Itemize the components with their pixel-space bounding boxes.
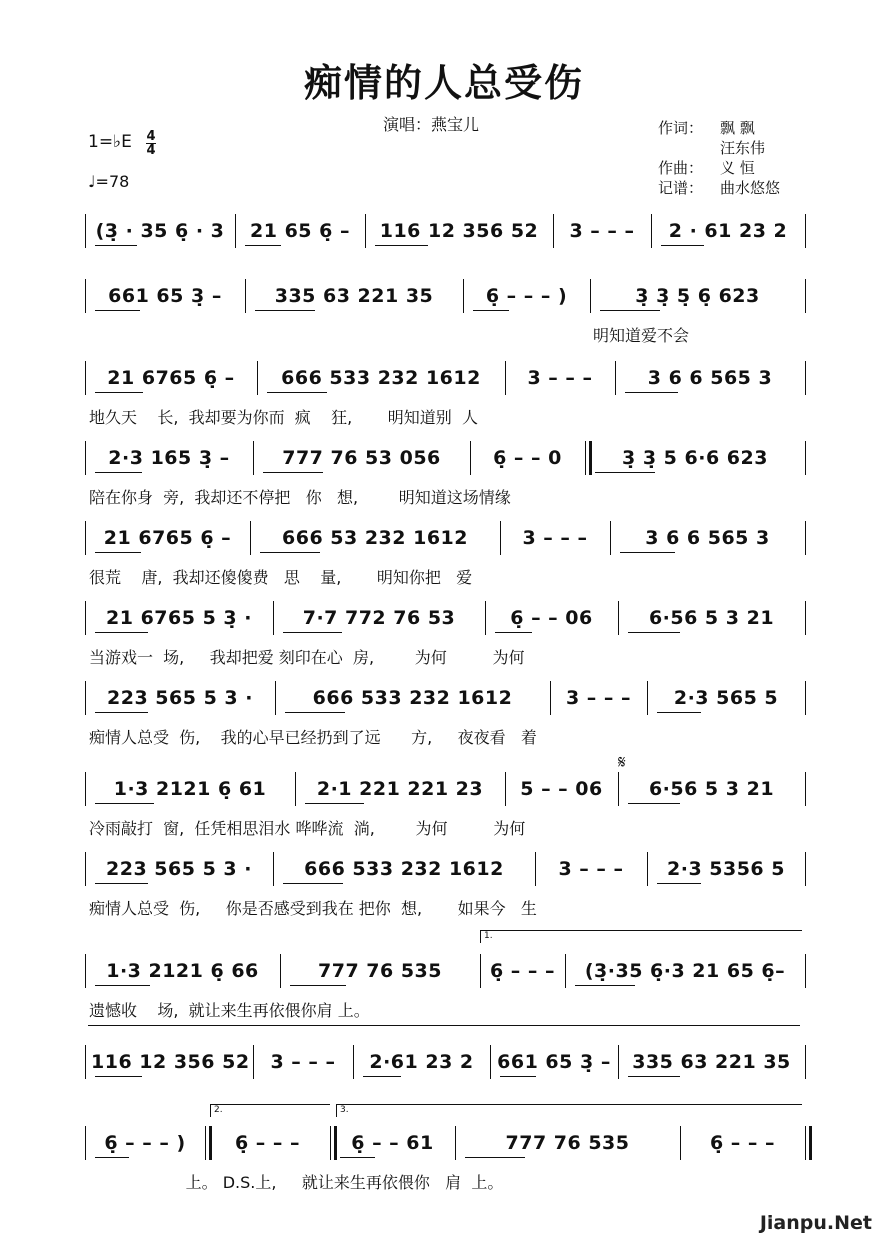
barline: [805, 772, 806, 806]
beam-underline: [95, 310, 140, 311]
notes-row: [85, 848, 805, 888]
beam-underline: [628, 803, 680, 804]
barline: [85, 1045, 86, 1079]
volta-1-label: 1.: [484, 931, 493, 941]
barline: [553, 214, 554, 248]
beam-underline: [95, 1157, 129, 1158]
beam-underline: [245, 245, 281, 246]
barline: [480, 954, 481, 988]
staff-system: [85, 437, 805, 519]
barline: [250, 521, 251, 555]
barline: [615, 361, 616, 395]
measure: 3 – – –: [527, 367, 593, 389]
measure: 3 – – –: [522, 527, 588, 549]
time-signature: [146, 130, 156, 157]
measure: 2·1 221 221 23: [316, 778, 484, 800]
notes-row: [85, 950, 805, 990]
barline: [490, 1045, 491, 1079]
volta-1: [480, 930, 802, 943]
beam-underline: [95, 472, 142, 473]
barline: [353, 1045, 354, 1079]
beam-underline: [263, 472, 323, 473]
barline: [535, 852, 536, 886]
measure: (3̣·35 6̣·3 21 65 6̣–: [584, 960, 786, 982]
measure: 3̣ 3̣ 5̣ 6̣ 623: [635, 285, 760, 307]
barline: [257, 361, 258, 395]
credit-value: 汪东伟: [720, 139, 766, 157]
barline: [805, 361, 806, 395]
measure: 5 – – 06: [520, 778, 603, 800]
measure: 6̣ – – –: [709, 1132, 776, 1154]
measure: 335 63 221 35: [274, 285, 434, 307]
measure: 666 533 232 1612: [304, 858, 504, 880]
measure: 21 6765 6̣ –: [103, 527, 232, 549]
measure: 2·3 5356 5: [667, 858, 785, 880]
barline: [680, 1126, 681, 1160]
notes-row: [85, 275, 805, 315]
notes-row: [85, 517, 805, 557]
barline: [805, 1126, 812, 1160]
measure: 7·7 772 76 53: [302, 607, 456, 629]
barline: [805, 601, 806, 635]
beam-underline: [267, 392, 327, 393]
barline: [85, 521, 86, 555]
barline: [610, 521, 611, 555]
barline: [85, 214, 86, 248]
barline: [805, 954, 806, 988]
measure: 6̣ – – 61: [351, 1132, 434, 1154]
measure: 777 76 53 056: [282, 447, 441, 469]
measure: 6·56 5 3 21: [648, 778, 775, 800]
staff-system: [85, 848, 805, 930]
credit-value: 曲水悠悠: [720, 179, 781, 197]
measure: 2·3 165 3̣ –: [108, 447, 230, 469]
staff-system: [85, 950, 805, 1032]
barline: [85, 361, 86, 395]
measure: (3̣ · 35 6̣ · 3: [95, 220, 225, 242]
barline: [85, 279, 86, 313]
volta-3: [336, 1104, 802, 1117]
measure: 21 65 6̣ –: [250, 220, 350, 242]
beam-underline: [575, 985, 635, 986]
lyrics-line: 很荒 唐, 我却还傻傻费 思 量, 明知你把 爱: [89, 568, 473, 587]
beam-underline: [340, 1157, 375, 1158]
barline: [253, 441, 254, 475]
measure: 116 12 356 52: [91, 1051, 250, 1073]
beam-underline: [95, 712, 148, 713]
measure: 2 · 61 23 2: [668, 220, 788, 242]
credit-label: 作曲：: [658, 159, 704, 177]
barline: [85, 681, 86, 715]
barline: [805, 279, 806, 313]
lyrics-line: 明知道爱不会: [593, 326, 690, 345]
measure: 777 76 535: [318, 960, 442, 982]
staff-system: [85, 677, 805, 759]
notes-row: [85, 437, 805, 477]
measure: 2·3 565 5: [673, 687, 779, 709]
beam-underline: [283, 883, 343, 884]
beam-underline: [600, 310, 660, 311]
volta-3-label: 3.: [340, 1105, 349, 1115]
measure: 1·3 2121 6̣ 61: [113, 778, 267, 800]
credit-transcriber: [658, 178, 780, 198]
barline: [275, 681, 276, 715]
staff-system: [85, 517, 805, 599]
measure: 3 – – –: [569, 220, 635, 242]
measure: 335 63 221 35: [632, 1051, 791, 1073]
lyrics-line: 遗憾收 场, 就让来生再依偎你肩 上。: [89, 1001, 370, 1020]
barline: [505, 361, 506, 395]
measure: 3 – – –: [558, 858, 624, 880]
barline: [85, 954, 86, 988]
beam-underline: [95, 392, 143, 393]
barline: [565, 954, 566, 988]
credit-lyricist-2: [658, 138, 780, 158]
measure: 3 6 6 565 3: [645, 527, 770, 549]
measure: 223 565 5 3 ·: [106, 858, 252, 880]
measure: 6̣ – – –: [489, 960, 556, 982]
beam-underline: [95, 245, 137, 246]
beam-underline: [95, 883, 148, 884]
notes-row: [85, 597, 805, 637]
beam-underline: [305, 803, 364, 804]
barline: [455, 1126, 456, 1160]
barline: [805, 681, 806, 715]
barline: [500, 521, 501, 555]
barline: [618, 1045, 619, 1079]
measure: 3 – – –: [270, 1051, 336, 1073]
measure: 223 565 5 3 ·: [107, 687, 253, 709]
measure: 661 65 3̣ –: [497, 1051, 611, 1073]
barline: [85, 441, 86, 475]
beam-underline: [657, 712, 701, 713]
barline: [85, 1126, 86, 1160]
volta-2-label: 2.: [214, 1105, 223, 1115]
credit-label: [658, 138, 720, 158]
time-sig-bottom: 4: [146, 143, 156, 158]
barline: [618, 601, 619, 635]
staff-system: [85, 275, 805, 357]
beam-underline: [375, 245, 428, 246]
lyrics-line: 冷雨敲打 窗, 任凭相思泪水 哗哗流 淌, 为何 为何: [89, 819, 526, 838]
credit-lyricist: [658, 118, 780, 138]
measure: 6̣ – – –: [234, 1132, 301, 1154]
notes-row: [85, 357, 805, 397]
staff-system: [85, 357, 805, 439]
lyrics-line: 陪在你身 旁, 我却还不停把 你 想, 明知道这场情缘: [89, 488, 511, 507]
barline: [647, 681, 648, 715]
credit-label: 记谱：: [658, 179, 704, 197]
barline: [235, 214, 236, 248]
notes-row: [85, 1041, 805, 1081]
beam-underline: [595, 472, 655, 473]
measure: 3̣ 3̣ 5 6·6 623: [622, 447, 768, 469]
tempo-marking: ♩=78: [88, 172, 130, 191]
watermark: Jianpu.Net: [759, 1212, 872, 1234]
beam-underline: [625, 392, 678, 393]
lyrics-line: 上。 D.S.上, 就让来生再依偎你 肩 上。: [89, 1173, 504, 1192]
measure: 666 533 232 1612: [312, 687, 513, 709]
beam-underline: [620, 552, 675, 553]
key-signature: 1=♭E: [88, 132, 132, 152]
measure: 6̣ – – – ): [485, 285, 568, 307]
beam-underline: [95, 632, 148, 633]
barline: [85, 601, 86, 635]
staff-system: [85, 768, 805, 850]
beam-underline: [657, 883, 701, 884]
barline: [505, 772, 506, 806]
barline: [295, 772, 296, 806]
credit-value: 义 恒: [720, 159, 755, 177]
staff-system: [85, 597, 805, 679]
measure: 661 65 3̣ –: [108, 285, 222, 307]
barline: [805, 1045, 806, 1079]
beam-underline: [290, 985, 346, 986]
beam-underline: [95, 1076, 142, 1077]
beam-underline: [500, 1076, 536, 1077]
barline: [590, 279, 591, 313]
beam-underline: [661, 245, 704, 246]
beam-underline: [285, 712, 345, 713]
credit-label: 作词：: [658, 119, 704, 137]
measure: 21 6765 5 3̣ ·: [106, 607, 252, 629]
credits-block: [658, 118, 780, 198]
measure: 21 6765 6̣ –: [107, 367, 235, 389]
barline: [253, 1045, 254, 1079]
beam-underline: [628, 632, 680, 633]
measure: 3 – – –: [565, 687, 632, 709]
beam-underline: [95, 552, 141, 553]
barline: [805, 852, 806, 886]
beam-underline: [473, 310, 509, 311]
measure: 666 53 232 1612: [282, 527, 468, 549]
barline: [647, 852, 648, 886]
page-title: 痴情的人总受伤: [303, 60, 584, 105]
beam-underline: [260, 552, 320, 553]
beam-underline: [255, 310, 315, 311]
time-sig-top: 4: [146, 129, 156, 144]
barline: [365, 214, 366, 248]
barline: [85, 852, 86, 886]
segno-sign: 𝄋: [618, 752, 626, 773]
notes-row: [85, 1122, 805, 1162]
notes-row: [85, 768, 805, 808]
barline: [463, 279, 464, 313]
barline: [470, 441, 471, 475]
singer-credit: 演唱：燕宝儿: [383, 115, 480, 134]
beam-underline: [283, 632, 342, 633]
measure: 6̣ – – 0: [493, 447, 562, 469]
beam-underline: [465, 1157, 525, 1158]
beam-underline: [95, 985, 150, 986]
measure: 777 76 535: [505, 1132, 630, 1154]
barline: [618, 772, 619, 806]
beam-underline: [95, 803, 154, 804]
measure: 666 533 232 1612: [281, 367, 481, 389]
measure: 2·61 23 2: [369, 1051, 474, 1073]
notes-row: [85, 677, 805, 717]
barline: [245, 279, 246, 313]
barline: [85, 772, 86, 806]
measure: 3 6 6 565 3: [647, 367, 773, 389]
credit-value: 飘 飘: [720, 119, 755, 137]
measure: 6̣ – – – ): [104, 1132, 186, 1154]
beam-underline: [628, 1076, 680, 1077]
beam-underline: [363, 1076, 401, 1077]
beam-underline: [495, 632, 532, 633]
lyrics-line: 地久天 长, 我却要为你而 疯 狂, 明知道别 人: [89, 408, 478, 427]
barline: [273, 601, 274, 635]
barline: [805, 521, 806, 555]
measure: 116 12 356 52: [379, 220, 539, 242]
notes-row: [85, 210, 805, 250]
lyrics-line: 痴情人总受 伤, 你是否感受到我在 把你 想, 如果今 生: [89, 899, 537, 918]
measure: 6·56 5 3 21: [648, 607, 775, 629]
barline: [550, 681, 551, 715]
barline: [485, 601, 486, 635]
barline: [273, 852, 274, 886]
lyrics-line: 当游戏一 场, 我却把爱 刻印在心 房, 为何 为何: [89, 648, 525, 667]
barline: [651, 214, 652, 248]
section-divider: [88, 1025, 800, 1026]
credit-composer: [658, 158, 780, 178]
staff-system: [85, 1122, 805, 1204]
barline: [805, 441, 806, 475]
measure: 1·3 2121 6̣ 66: [106, 960, 259, 982]
barline: [280, 954, 281, 988]
measure: 6̣ – – 06: [510, 607, 593, 629]
volta-2: [210, 1104, 330, 1117]
lyrics-line: 痴情人总受 伤, 我的心早已经扔到了远 方, 夜夜看 着: [89, 728, 537, 747]
barline: [805, 214, 806, 248]
